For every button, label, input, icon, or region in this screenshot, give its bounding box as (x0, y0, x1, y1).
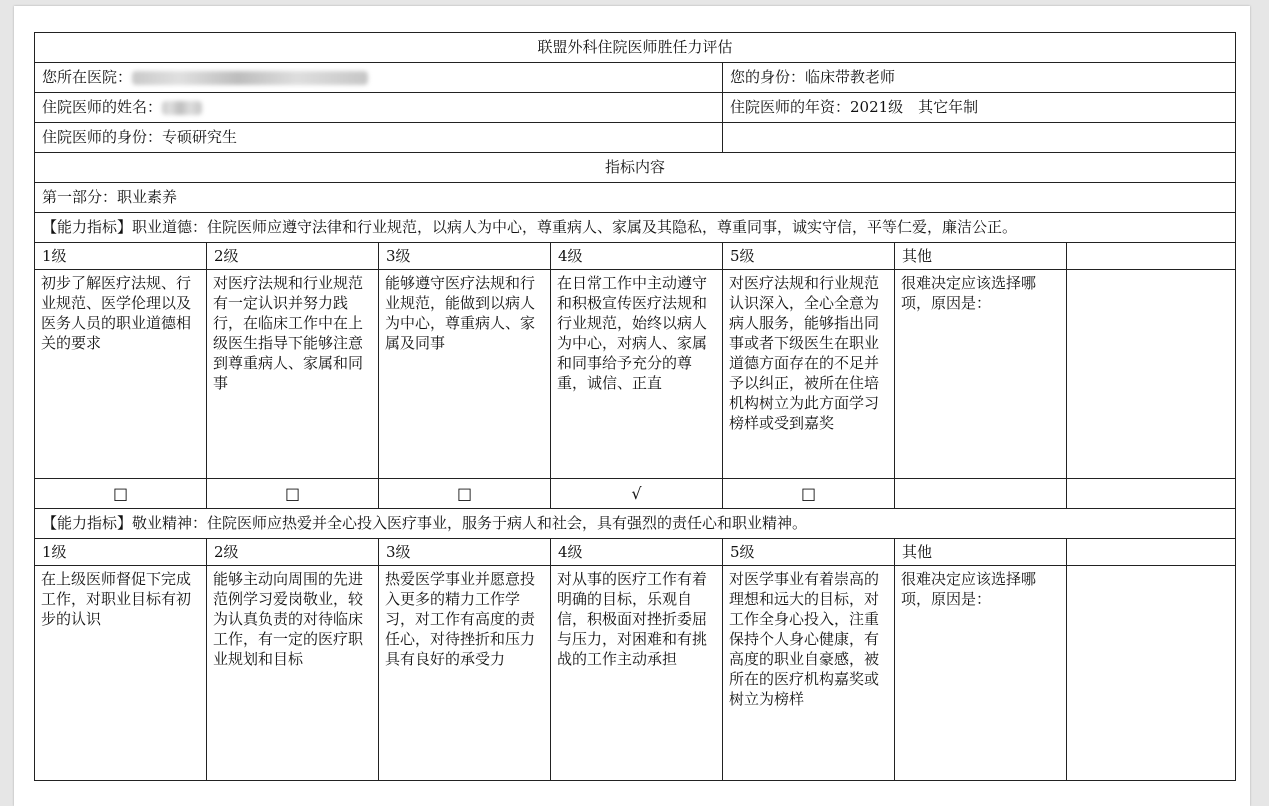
other-description: 很难决定应该选择哪项，原因是： (895, 566, 1067, 781)
indicator-row: 【能力指标】敬业精神：住院医师应热爱并全心投入医疗事业，服务于病人和社会，具有强烈的责任心和职业精神。 (35, 509, 1236, 539)
other-description: 很难决定应该选择哪项，原因是： (895, 270, 1067, 479)
empty-cell (723, 123, 1236, 153)
level-header: 其他 (895, 539, 1067, 566)
level-header: 4级 (551, 243, 723, 270)
level-description: 能够遵守医疗法规和行业规范，能做到以病人为中心，尊重病人、家属及同事 (379, 270, 551, 479)
form-title: 联盟外科住院医师胜任力评估 (35, 33, 1236, 63)
level-header: 2级 (207, 243, 379, 270)
hospital-field (35, 63, 723, 93)
level-checkbox[interactable]: □ (379, 479, 551, 509)
hospital-label: 您所在医院： (42, 68, 133, 86)
empty-cell (1067, 479, 1236, 509)
resident-name-field (35, 93, 723, 123)
empty-cell (1067, 539, 1236, 566)
empty-cell (1067, 566, 1236, 781)
level-checkbox[interactable]: □ (35, 479, 207, 509)
identity-field: 您的身份：临床带教老师 (723, 63, 1236, 93)
other-checkbox-cell (895, 479, 1067, 509)
level-header: 5级 (723, 539, 895, 566)
level-header: 3级 (379, 539, 551, 566)
level-header: 5级 (723, 243, 895, 270)
level-checkbox[interactable]: □ (723, 479, 895, 509)
resident-identity-field: 住院医师的身份：专硕研究生 (35, 123, 723, 153)
resident-name-label: 住院医师的姓名： (42, 98, 163, 116)
level-description: 初步了解医疗法规、行业规范、医学伦理以及医务人员的职业道德相关的要求 (35, 270, 207, 479)
seniority-field: 住院医师的年资：2021级 其它年制 (723, 93, 1236, 123)
level-header: 2级 (207, 539, 379, 566)
indicator-row: 【能力指标】职业道德：住院医师应遵守法律和行业规范，以病人为中心，尊重病人、家属及其隐私，尊重同事，诚实守信，平等仁爱，廉洁公正。 (35, 213, 1236, 243)
evaluation-form-table (34, 32, 1236, 781)
redacted-hospital-name (132, 71, 368, 85)
level-description: 对医学事业有着崇高的理想和远大的目标，对工作全身心投入，注重保持个人身心健康，有高度的职业自豪感，被所在的医疗机构嘉奖或树立为榜样 (723, 566, 895, 781)
level-description: 热爱医学事业并愿意投入更多的精力工作学习，对工作有高度的责任心，对待挫折和压力具有良好的承受力 (379, 566, 551, 781)
empty-cell (1067, 270, 1236, 479)
empty-cell (1067, 243, 1236, 270)
level-description: 在日常工作中主动遵守和积极宣传医疗法规和行业规范，始终以病人为中心，对病人、家属和同事给予充分的尊重，诚信、正直 (551, 270, 723, 479)
level-description: 能够主动向周围的先进范例学习爱岗敬业，较为认真负责的对待临床工作，有一定的医疗职业规划和目标 (207, 566, 379, 781)
level-checkbox[interactable]: □ (207, 479, 379, 509)
level-header: 4级 (551, 539, 723, 566)
level-description: 对从事的医疗工作有着明确的目标，乐观自信，积极面对挫折委屈与压力，对困难和有挑战的工作主动承担 (551, 566, 723, 781)
level-header: 3级 (379, 243, 551, 270)
level-header: 1级 (35, 539, 207, 566)
level-checkbox-checked[interactable]: √ (551, 479, 723, 509)
part-title: 第一部分：职业素养 (35, 183, 1236, 213)
level-description: 对医疗法规和行业规范有一定认识并努力践行，在临床工作中在上级医生指导下能够注意到尊重病人、家属和同事 (207, 270, 379, 479)
level-header: 1级 (35, 243, 207, 270)
document-page (14, 6, 1250, 806)
redacted-resident-name (162, 101, 202, 115)
level-description: 对医疗法规和行业规范认识深入，全心全意为病人服务，能够指出同事或者下级医生在职业道德方面存在的不足并予以纠正，被所在住培机构树立为此方面学习榜样或受到嘉奖 (723, 270, 895, 479)
level-header: 其他 (895, 243, 1067, 270)
level-description: 在上级医师督促下完成工作，对职业目标有初步的认识 (35, 566, 207, 781)
indicator-header: 指标内容 (35, 153, 1236, 183)
